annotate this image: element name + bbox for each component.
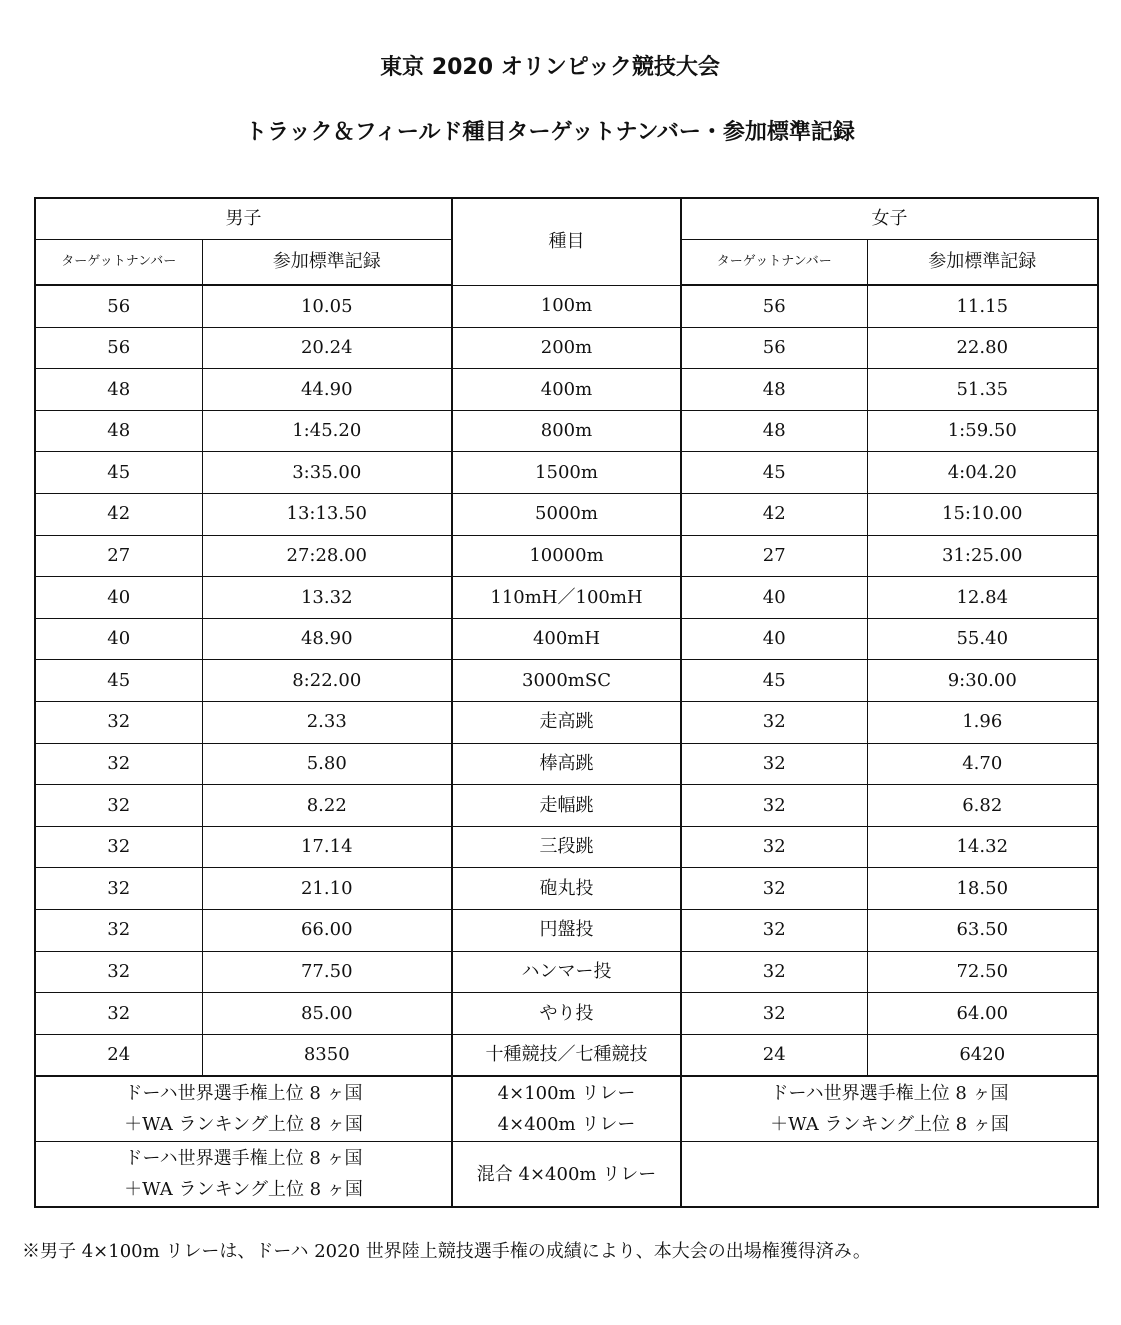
men-standard-cell: 10.05	[202, 285, 452, 327]
women-standard-cell: 63.50	[867, 909, 1098, 951]
event-cell: 3000mSC	[452, 660, 681, 702]
mixed-relay-line2: ＋WA ランキング上位 8 ヶ国	[124, 1179, 363, 1201]
table-row	[35, 660, 1098, 702]
event-cell: 5000m	[452, 493, 681, 535]
men-target-cell: 24	[35, 1034, 202, 1076]
women-target-cell: 24	[681, 1034, 867, 1076]
event-cell: 110mH／100mH	[452, 577, 681, 619]
table-row	[35, 743, 1098, 785]
men-standard-cell: 20.24	[202, 327, 452, 369]
women-target-cell: 32	[681, 826, 867, 868]
men-standard-cell: 8.22	[202, 785, 452, 827]
relay-row-1	[35, 1076, 1098, 1142]
table-row	[35, 1034, 1098, 1076]
men-target-cell: 56	[35, 285, 202, 327]
women-target-cell: 32	[681, 993, 867, 1035]
women-target-cell: 32	[681, 909, 867, 951]
table-row	[35, 951, 1098, 993]
men-target-cell: 32	[35, 909, 202, 951]
men-standard-cell: 27:28.00	[202, 535, 452, 577]
men-target-cell: 40	[35, 618, 202, 660]
relay-men-line1: ドーハ世界選手権上位 8 ヶ国	[124, 1083, 363, 1105]
table-row	[35, 535, 1098, 577]
women-target-cell: 40	[681, 577, 867, 619]
women-standard-header: 参加標準記録	[867, 240, 1098, 286]
men-standard-cell: 2.33	[202, 701, 452, 743]
men-target-cell: 40	[35, 577, 202, 619]
women-target-cell: 32	[681, 785, 867, 827]
event-cell: 400m	[452, 369, 681, 411]
mixed-relay-women-empty	[681, 1142, 1098, 1208]
table-body	[35, 285, 1098, 1076]
women-target-cell: 45	[681, 452, 867, 494]
women-target-cell: 32	[681, 701, 867, 743]
men-target-cell: 32	[35, 951, 202, 993]
women-standard-cell: 4.70	[867, 743, 1098, 785]
relay-women-qualification	[681, 1076, 1098, 1142]
event-cell: 三段跳	[452, 826, 681, 868]
men-standard-cell: 17.14	[202, 826, 452, 868]
men-target-cell: 45	[35, 452, 202, 494]
women-target-cell: 45	[681, 660, 867, 702]
women-standard-cell: 6420	[867, 1034, 1098, 1076]
table-row	[35, 785, 1098, 827]
men-target-cell: 32	[35, 785, 202, 827]
event-cell: 円盤投	[452, 909, 681, 951]
men-target-cell: 32	[35, 868, 202, 910]
women-standard-cell: 6.82	[867, 785, 1098, 827]
women-target-cell: 56	[681, 285, 867, 327]
event-cell: 800m	[452, 410, 681, 452]
event-header: 種目	[452, 198, 681, 285]
men-target-cell: 48	[35, 369, 202, 411]
event-cell: 1500m	[452, 452, 681, 494]
women-target-cell: 48	[681, 369, 867, 411]
event-cell: 十種競技／七種競技	[452, 1034, 681, 1076]
table-row	[35, 452, 1098, 494]
women-target-cell: 56	[681, 327, 867, 369]
event-cell: 400mH	[452, 618, 681, 660]
relay-women-line1: ドーハ世界選手権上位 8 ヶ国	[770, 1083, 1009, 1105]
mixed-relay-line1: ドーハ世界選手権上位 8 ヶ国	[124, 1148, 363, 1170]
men-standard-cell: 5.80	[202, 743, 452, 785]
event-cell: 走幅跳	[452, 785, 681, 827]
men-standard-cell: 8:22.00	[202, 660, 452, 702]
men-standard-cell: 77.50	[202, 951, 452, 993]
event-cell: 100m	[452, 285, 681, 327]
table-row	[35, 868, 1098, 910]
mixed-relay-qualification	[35, 1142, 452, 1208]
table-row	[35, 493, 1098, 535]
women-standard-cell: 31:25.00	[867, 535, 1098, 577]
women-standard-cell: 11.15	[867, 285, 1098, 327]
women-standard-cell: 9:30.00	[867, 660, 1098, 702]
women-target-cell: 42	[681, 493, 867, 535]
relay-men-line2: ＋WA ランキング上位 8 ヶ国	[124, 1114, 363, 1136]
men-target-cell: 32	[35, 701, 202, 743]
women-standard-cell: 72.50	[867, 951, 1098, 993]
relay-event-line1: 4×100m リレー	[497, 1083, 636, 1105]
footnote: ※男子 4×100m リレーは、ドーハ 2020 世界陸上競技選手権の成績により、本大会の出場権獲得済み。	[22, 1241, 871, 1262]
women-standard-cell: 15:10.00	[867, 493, 1098, 535]
men-standard-cell: 1:45.20	[202, 410, 452, 452]
table-row	[35, 909, 1098, 951]
women-header: 女子	[681, 198, 1098, 240]
women-standard-cell: 18.50	[867, 868, 1098, 910]
men-target-cell: 42	[35, 493, 202, 535]
women-target-cell: 32	[681, 743, 867, 785]
women-standard-cell: 1:59.50	[867, 410, 1098, 452]
standards-table	[34, 197, 1099, 1208]
women-standard-cell: 64.00	[867, 993, 1098, 1035]
event-cell: 10000m	[452, 535, 681, 577]
men-target-cell: 27	[35, 535, 202, 577]
women-target-cell: 32	[681, 951, 867, 993]
event-cell: やり投	[452, 993, 681, 1035]
women-target-header: ターゲットナンバー	[681, 240, 867, 286]
women-standard-cell: 51.35	[867, 369, 1098, 411]
relay-event	[452, 1076, 681, 1142]
table-row	[35, 410, 1098, 452]
men-standard-cell: 48.90	[202, 618, 452, 660]
men-target-cell: 32	[35, 826, 202, 868]
men-target-cell: 45	[35, 660, 202, 702]
document-subtitle: トラック＆フィールド種目ターゲットナンバー・参加標準記録	[245, 120, 855, 145]
men-target-cell: 32	[35, 993, 202, 1035]
men-standard-cell: 44.90	[202, 369, 452, 411]
men-target-header: ターゲットナンバー	[35, 240, 202, 286]
women-target-cell: 27	[681, 535, 867, 577]
women-standard-cell: 1.96	[867, 701, 1098, 743]
relay-event-line2: 4×400m リレー	[497, 1114, 636, 1136]
table-row	[35, 369, 1098, 411]
women-standard-cell: 22.80	[867, 327, 1098, 369]
women-target-cell: 32	[681, 868, 867, 910]
event-cell: 走高跳	[452, 701, 681, 743]
document-title: 東京 2020 オリンピック競技大会	[380, 55, 720, 80]
table-row	[35, 285, 1098, 327]
men-target-cell: 48	[35, 410, 202, 452]
event-cell: 200m	[452, 327, 681, 369]
women-target-cell: 40	[681, 618, 867, 660]
table-row	[35, 577, 1098, 619]
women-target-cell: 48	[681, 410, 867, 452]
men-standard-cell: 13:13.50	[202, 493, 452, 535]
women-standard-cell: 14.32	[867, 826, 1098, 868]
women-standard-cell: 4:04.20	[867, 452, 1098, 494]
men-standard-cell: 85.00	[202, 993, 452, 1035]
men-header: 男子	[35, 198, 452, 240]
mixed-relay-event: 混合 4×400m リレー	[452, 1142, 681, 1208]
women-standard-cell: 12.84	[867, 577, 1098, 619]
relay-row-2	[35, 1142, 1098, 1208]
men-target-cell: 56	[35, 327, 202, 369]
event-cell: ハンマー投	[452, 951, 681, 993]
men-standard-cell: 66.00	[202, 909, 452, 951]
table-row	[35, 826, 1098, 868]
men-standard-cell: 21.10	[202, 868, 452, 910]
men-standard-cell: 13.32	[202, 577, 452, 619]
table-row	[35, 327, 1098, 369]
event-cell: 棒高跳	[452, 743, 681, 785]
table-row	[35, 618, 1098, 660]
relay-women-line2: ＋WA ランキング上位 8 ヶ国	[770, 1114, 1009, 1136]
table-row	[35, 993, 1098, 1035]
event-cell: 砲丸投	[452, 868, 681, 910]
relay-men-qualification	[35, 1076, 452, 1142]
men-standard-cell: 8350	[202, 1034, 452, 1076]
men-standard-header: 参加標準記録	[202, 240, 452, 286]
women-standard-cell: 55.40	[867, 618, 1098, 660]
men-target-cell: 32	[35, 743, 202, 785]
men-standard-cell: 3:35.00	[202, 452, 452, 494]
table-row	[35, 701, 1098, 743]
